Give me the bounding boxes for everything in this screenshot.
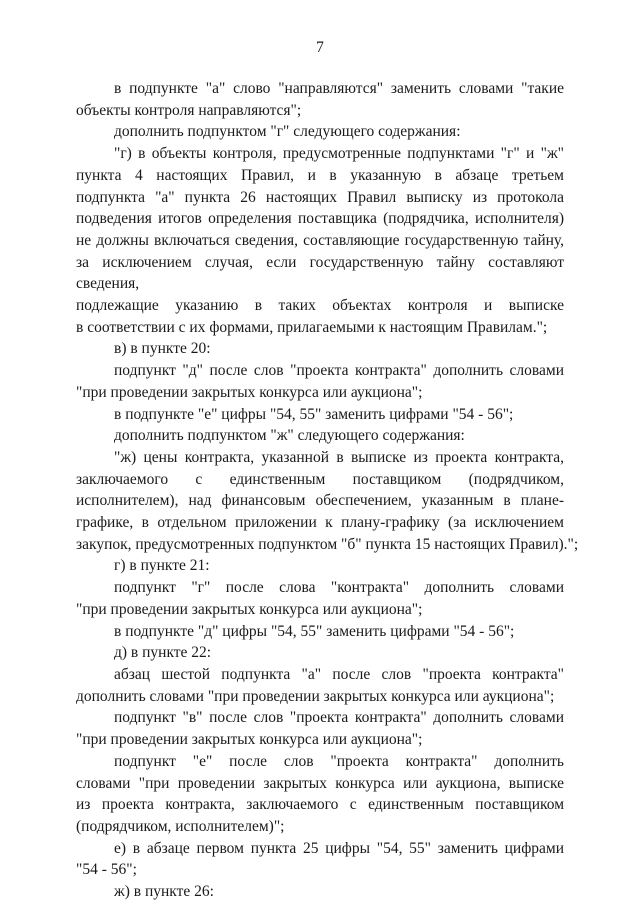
paragraph-line: пункта 4 настоящих Правил, и в указанную в абзаце третьем (76, 166, 564, 184)
paragraph-line: ж) в пункте 26: (114, 883, 214, 901)
paragraph-line: подпункт "е" после слов "проекта контракта" дополнить (114, 752, 564, 770)
paragraph-line: "ж) цены контракта, указанной в выписке из проекта контракта, (114, 448, 564, 466)
paragraph (76, 707, 564, 750)
paragraph-line: из проекта контракта, заключаемого с единственным поставщиком (76, 796, 564, 814)
paragraph-line: подпункт "в" после слов "проекта контракта" дополнить словами (114, 709, 564, 727)
paragraph-line: закупок, предусмотренных подпунктом "б" пункта 15 настоящих Правил)."; (76, 535, 579, 553)
paragraph (76, 838, 564, 881)
paragraph (76, 664, 564, 707)
paragraph-line: в подпункте "д" цифры "54, 55" заменить цифрами "54 - 56"; (114, 622, 515, 640)
paragraph (76, 425, 564, 447)
paragraph (76, 78, 564, 121)
paragraph-line: не должны включаться сведения, составляющие государственную тайну, (76, 231, 564, 249)
paragraph-line: заключаемого с единственным поставщиком (подрядчиком, (76, 470, 564, 488)
paragraph-line: "54 - 56"; (76, 861, 137, 879)
paragraph (76, 881, 564, 903)
paragraph-line: (подрядчиком, исполнителем)"; (76, 817, 285, 835)
paragraph-line: подпункт "д" после слов "проекта контракта" дополнить словами (114, 362, 564, 380)
paragraph-line: за исключением случая, если государственную тайну составляют сведения, (76, 253, 564, 293)
paragraph-line: подведения итогов определения поставщика (подрядчика, исполнителя) (76, 210, 564, 228)
paragraph-line: "при проведении закрытых конкурса или аукциона"; (76, 383, 423, 401)
paragraph (76, 447, 579, 556)
paragraph-line: "г) в объекты контроля, предусмотренные подпунктами "г" и "ж" (114, 145, 564, 163)
paragraph-line: абзац шестой подпункта "а" после слов "проекта контракта" (114, 665, 564, 683)
paragraph (76, 555, 564, 577)
paragraph-line: "при проведении закрытых конкурса или аукциона"; (76, 731, 423, 749)
paragraph (76, 360, 564, 403)
paragraph (76, 642, 564, 664)
paragraph-line: г) в пункте 21: (114, 557, 210, 575)
paragraph-line: "при проведении закрытых конкурса или аукциона"; (76, 600, 423, 618)
paragraph-line: в соответствии с их формами, прилагаемыми к настоящим Правилам."; (76, 318, 548, 336)
document-body (76, 78, 579, 903)
paragraph-line: графике, в отдельном приложении к плану-графику (за исключением (76, 514, 564, 532)
paragraph (76, 121, 564, 143)
paragraph (76, 143, 564, 338)
paragraph-line: д) в пункте 22: (114, 644, 212, 662)
paragraph-line: дополнить подпунктом "ж" следующего содержания: (114, 427, 465, 445)
page-number: 7 (316, 39, 324, 56)
paragraph (76, 404, 564, 426)
paragraph-line: дополнить словами "при проведении закрытых конкурса или аукциона"; (76, 687, 555, 705)
paragraph-line: дополнить подпунктом "г" следующего содержания: (114, 123, 461, 141)
paragraph-line: исполнителем), над финансовым обеспечением, указанным в плане- (76, 492, 564, 510)
paragraph-line: подлежащие указанию в таких объектах контроля и выписке (76, 297, 564, 315)
paragraph-line: подпункта "а" пункта 26 настоящих Правил выписку из протокола (76, 188, 564, 206)
paragraph-line: словами "при проведении закрытых конкурса или аукциона, выписке (76, 774, 564, 792)
paragraph-line: подпункт "г" после слова "контракта" дополнить словами (114, 579, 564, 597)
paragraph-line: объекты контроля направляются"; (76, 101, 302, 119)
paragraph (76, 621, 564, 643)
paragraph-line: в подпункте "е" цифры "54, 55" заменить цифрами "54 - 56"; (114, 405, 514, 423)
paragraph (76, 751, 564, 838)
paragraph (76, 577, 564, 620)
paragraph-line: е) в абзаце первом пункта 25 цифры "54, 55" заменить цифрами (114, 839, 564, 857)
paragraph (76, 338, 564, 360)
paragraph-line: в подпункте "а" слово "направляются" заменить словами "такие (114, 80, 564, 97)
paragraph-line: в) в пункте 20: (114, 340, 211, 358)
